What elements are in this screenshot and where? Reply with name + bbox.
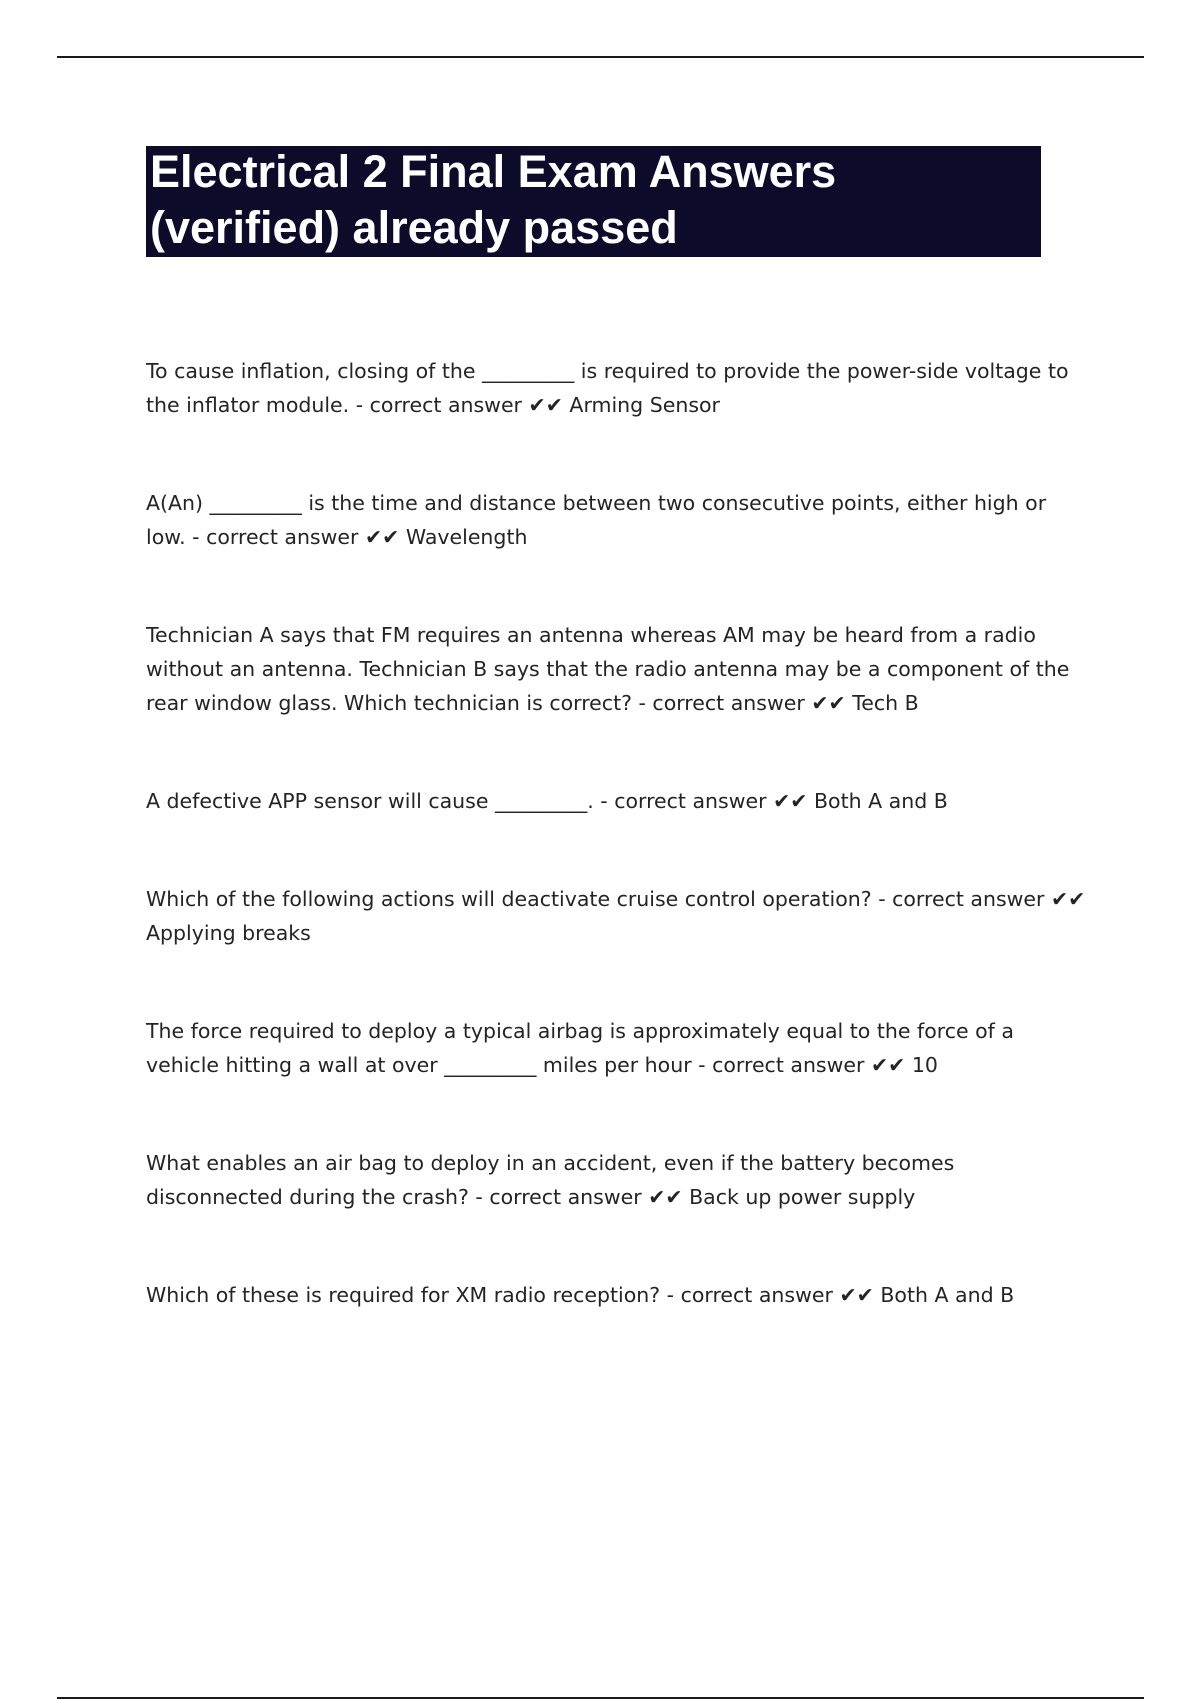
check-marks-icon: ✔✔ [648, 1185, 683, 1209]
qa-item [146, 882, 1086, 950]
answer-text: 10 [911, 1053, 938, 1077]
answer-text: Tech B [852, 691, 919, 715]
answer-marker: - correct answer [878, 887, 1045, 911]
answer-text: Back up power supply [689, 1185, 916, 1209]
answer-marker: - correct answer [666, 1283, 833, 1307]
question-text: To cause inflation, closing of the _________ is required to provide the power-side voltage to the inflator module. [146, 359, 1069, 417]
answer-text: Arming Sensor [569, 393, 720, 417]
check-marks-icon: ✔✔ [528, 393, 563, 417]
bottom-rule [57, 1697, 1144, 1699]
title-banner [146, 146, 1041, 257]
qa-item [146, 486, 1086, 554]
answer-text: Applying breaks [146, 921, 311, 945]
question-text: The force required to deploy a typical airbag is approximately equal to the force of a vehicle hitting a wall at over _________ miles per hour [146, 1019, 1014, 1077]
question-text: A(An) _________ is the time and distance between two consecutive points, either high or low. [146, 491, 1047, 549]
question-text: What enables an air bag to deploy in an accident, even if the battery becomes disconnected during the crash? [146, 1151, 955, 1209]
check-marks-icon: ✔✔ [1050, 887, 1086, 911]
check-marks-icon: ✔✔ [839, 1283, 874, 1307]
qa-item [146, 1278, 1086, 1312]
answer-marker: - correct answer [355, 393, 522, 417]
qa-item [146, 354, 1086, 422]
answer-marker: - correct answer [192, 525, 359, 549]
question-text: Which of these is required for XM radio reception? [146, 1283, 661, 1307]
question-text: Which of the following actions will deactivate cruise control operation? [146, 887, 872, 911]
check-marks-icon: ✔✔ [870, 1053, 906, 1077]
question-list [146, 354, 1086, 1312]
question-text: Technician A says that FM requires an antenna whereas AM may be heard from a radio without an antenna. Technician B says that the radio antenna may be a component of the rear window glass. Which technician is correct? [146, 623, 1070, 715]
qa-item [146, 784, 1086, 818]
answer-text: Both A and B [880, 1283, 1015, 1307]
qa-item [146, 618, 1086, 720]
qa-item [146, 1146, 1086, 1214]
answer-marker: - correct answer [638, 691, 805, 715]
document-title: Electrical 2 Final Exam Answers (verified) already passed [150, 146, 837, 253]
check-marks-icon: ✔✔ [811, 691, 846, 715]
answer-marker: - correct answer [600, 789, 767, 813]
answer-marker: - correct answer [475, 1185, 642, 1209]
question-text: A defective APP sensor will cause _________. [146, 789, 594, 813]
answer-text: Both A and B [813, 789, 948, 813]
check-marks-icon: ✔✔ [773, 789, 808, 813]
answer-marker: - correct answer [698, 1053, 865, 1077]
qa-item [146, 1014, 1086, 1082]
top-rule [57, 56, 1144, 58]
check-marks-icon: ✔✔ [364, 525, 400, 549]
answer-text: Wavelength [405, 525, 528, 549]
